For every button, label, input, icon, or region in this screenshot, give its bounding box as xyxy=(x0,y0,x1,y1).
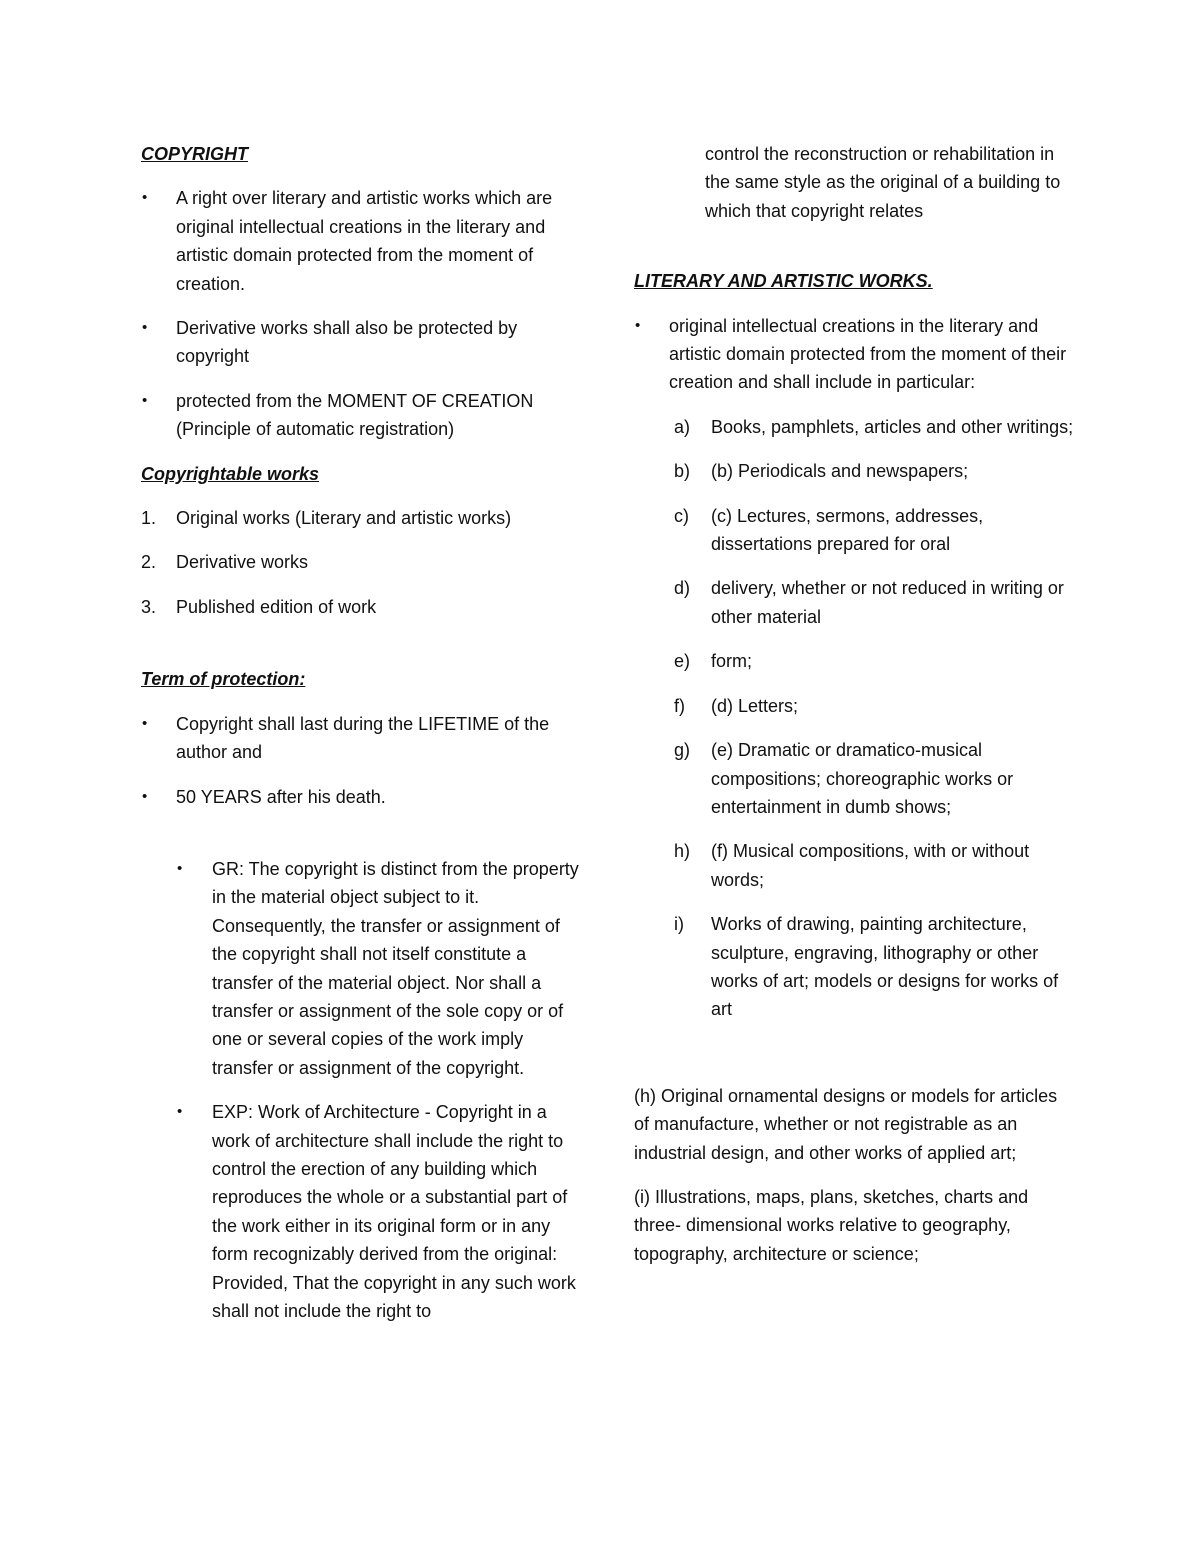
lettered-item: g) (e) Dramatic or dramatico-musical compositions; choreographic works or entertainment in dumb shows; xyxy=(674,740,1014,817)
bullet-icon: • xyxy=(142,319,148,337)
paragraph-i: (i) Illustrations, maps, plans, sketches, charts and three- dimensional works relative to geography, topography, architecture or science; xyxy=(634,1186,1029,1264)
sub-list-item: • GR: The copyright is distinct from the property in the material object subject to it. Consequently, the transfer or assignment of the copyright shall not itself constitute a transfer of the material object. Nor shall a transfer or assignment of the sole copy or of one or several copies of the work imply transfer or assignment of the copyright. xyxy=(141,855,581,1082)
lettered-item: d) delivery, whether or not reduced in writing or other material xyxy=(674,578,1064,627)
list-item: • original intellectual creations in the literary and artistic domain protected from the moment of their creation and shall include in particular: xyxy=(634,312,1074,397)
heading-copyrightable-works: Copyrightable works xyxy=(141,463,320,484)
sub-list-item: • EXP: Work of Architecture - Copyright in a work of architecture shall include the right to control the erection of any building which reproduces the whole or a substantial part of the work either in its original form or in any form recognizably derived from the original: Provided, That the copyright in any such work shall not include the right to xyxy=(141,1098,581,1325)
bullet-icon: • xyxy=(142,787,148,805)
list-item: • Copyright shall last during the LIFETIME of the author and xyxy=(141,710,581,767)
lettered-item: c) (c) Lectures, sermons, addresses, dissertations prepared for oral xyxy=(674,505,984,555)
heading-literary-artistic-works: LITERARY AND ARTISTIC WORKS. xyxy=(634,271,933,292)
list-item: • 50 YEARS after his death. xyxy=(141,783,581,811)
numbered-item: 2. Derivative works xyxy=(141,552,309,573)
list-item: • Derivative works shall also be protected by copyright xyxy=(141,314,581,371)
left-column xyxy=(141,140,581,1341)
right-column xyxy=(634,140,1074,1284)
bullet-icon: • xyxy=(142,714,148,732)
lettered-item: a) Books, pamphlets, articles and other writings; xyxy=(674,416,1074,437)
heading-copyright: COPYRIGHT xyxy=(141,144,249,164)
bullet-icon: • xyxy=(142,391,148,409)
bullet-icon: • xyxy=(142,189,148,207)
continuation-text: control the reconstruction or rehabilitation in the same style as the original of a building to which that copyright relates xyxy=(705,144,1061,221)
lettered-item: i) Works of drawing, painting architecture, sculpture, engraving, lithography or other works of art; models or designs for works of art xyxy=(674,914,1059,1020)
bullet-icon: • xyxy=(177,859,183,877)
bullet-icon: • xyxy=(177,1103,183,1121)
lettered-item: f) (d) Letters; xyxy=(674,695,799,716)
paragraph-h: (h) Original ornamental designs or models for articles of manufacture, whether or not registrable as an industrial design, and other works of applied art; xyxy=(634,1085,1058,1163)
bullet-icon: • xyxy=(635,316,641,334)
list-item: • A right over literary and artistic works which are original intellectual creations in the literary and artistic domain protected from the moment of creation. xyxy=(141,184,581,298)
lettered-item: h) (f) Musical compositions, with or without words; xyxy=(674,841,1030,890)
lettered-item: e) form; xyxy=(674,651,753,672)
lettered-item: b) (b) Periodicals and newspapers; xyxy=(674,461,969,482)
heading-term-of-protection: Term of protection: xyxy=(141,669,306,690)
numbered-item: 3. Published edition of work xyxy=(141,596,377,617)
numbered-item: 1. Original works (Literary and artistic works) xyxy=(141,508,512,529)
list-item: • protected from the MOMENT OF CREATION (Principle of automatic registration) xyxy=(141,387,581,444)
